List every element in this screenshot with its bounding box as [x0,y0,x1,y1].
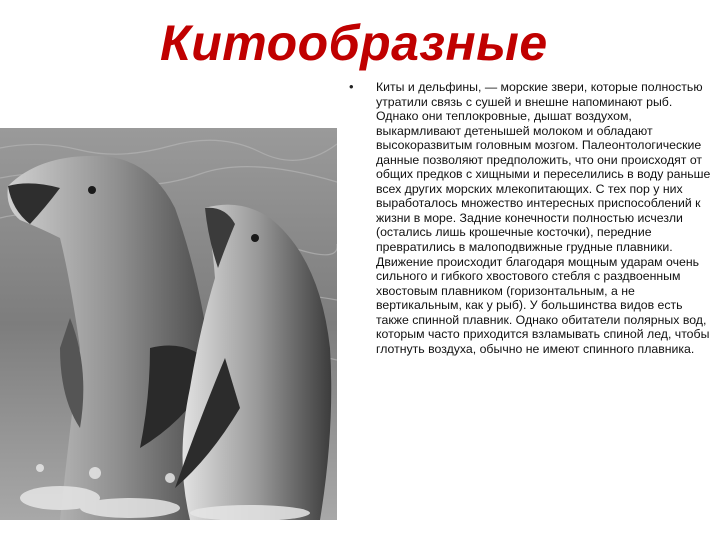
slide-title: Китообразные [160,15,548,71]
bullet-point: • [349,79,354,94]
dolphins-photo [0,128,337,520]
slide-body-text: Киты и дельфины, — морские звери, которые полностью утратили связь с сушей и внешне напоминают рыб. Однако они теплокровные, дышат воздухом, выкармливают детенышей молоком и обладают высокоразвитым головным мозгом. Палеонтологические данные позволяют предположить, что они происходят от общих предков с хищными и переселились в воду раньше всех других морских млекопитающих. С тех пор у них выработалось множество интересных приспособлений к жизни в море. Задние конечности полностью исчезли (остались лишь крошечные косточки), передние превратились в малоподвижные грудные плавники. Движение происходит благодаря мощным ударам очень сильного и гибкого хвостового стебля с раздвоенным хвостовым плавником (горизонтальным, а не вертикальным, как у рыб). У большинства видов есть также спинной плавник. Однако обитатели полярных вод, которым часто приходится взламывать спиной лед, чтобы глотнуть воздуха, обычно не имеют спинного плавника. [376,80,711,356]
